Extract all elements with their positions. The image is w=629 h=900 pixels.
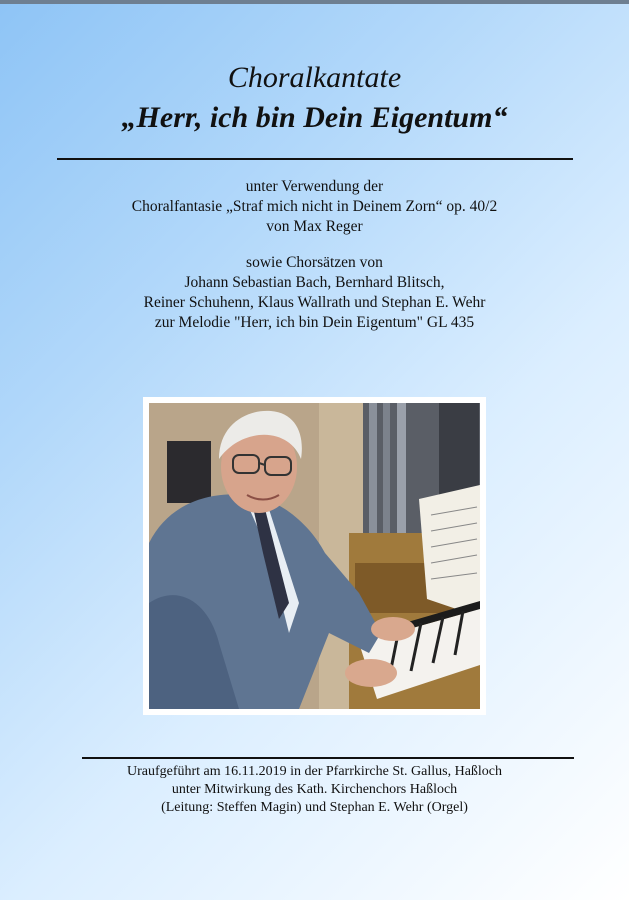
subtitle-line: Johann Sebastian Bach, Bernhard Blitsch, — [184, 274, 445, 291]
title-divider — [57, 158, 573, 160]
organist-photo — [149, 403, 480, 709]
title-block — [0, 58, 629, 138]
title-line-2: „Herr, ich bin Dein Eigentum“ — [121, 101, 508, 134]
footer-line: unter Mitwirkung des Kath. Kirchenchors Haßloch — [171, 782, 458, 797]
subtitle-line: zur Melodie "Herr, ich bin Dein Eigentum" GL 435 — [154, 314, 475, 331]
subtitle-line: unter Verwendung der — [245, 178, 384, 195]
subtitle-line: sowie Chorsätzen von — [246, 254, 383, 271]
photo-frame — [143, 397, 486, 715]
subtitle-block — [0, 177, 629, 333]
footer-line: Uraufgeführt am 16.11.2019 in der Pfarrkirche St. Gallus, Haßloch — [126, 764, 503, 779]
footer-divider — [82, 757, 574, 759]
subtitle-line: Reiner Schuhenn, Klaus Wallrath und Stephan E. Wehr — [143, 294, 486, 311]
footer-block — [0, 763, 629, 817]
footer-line: (Leitung: Steffen Magin) und Stephan E. Wehr (Orgel) — [161, 800, 468, 815]
subtitle-line: von Max Reger — [266, 218, 363, 235]
subtitle-line: Choralfantasie „Straf mich nicht in Deinem Zorn“ op. 40/2 — [131, 198, 498, 215]
title-line-1: Choralkantate — [227, 61, 402, 94]
subtitle-gap — [0, 237, 629, 253]
top-border — [0, 0, 629, 4]
